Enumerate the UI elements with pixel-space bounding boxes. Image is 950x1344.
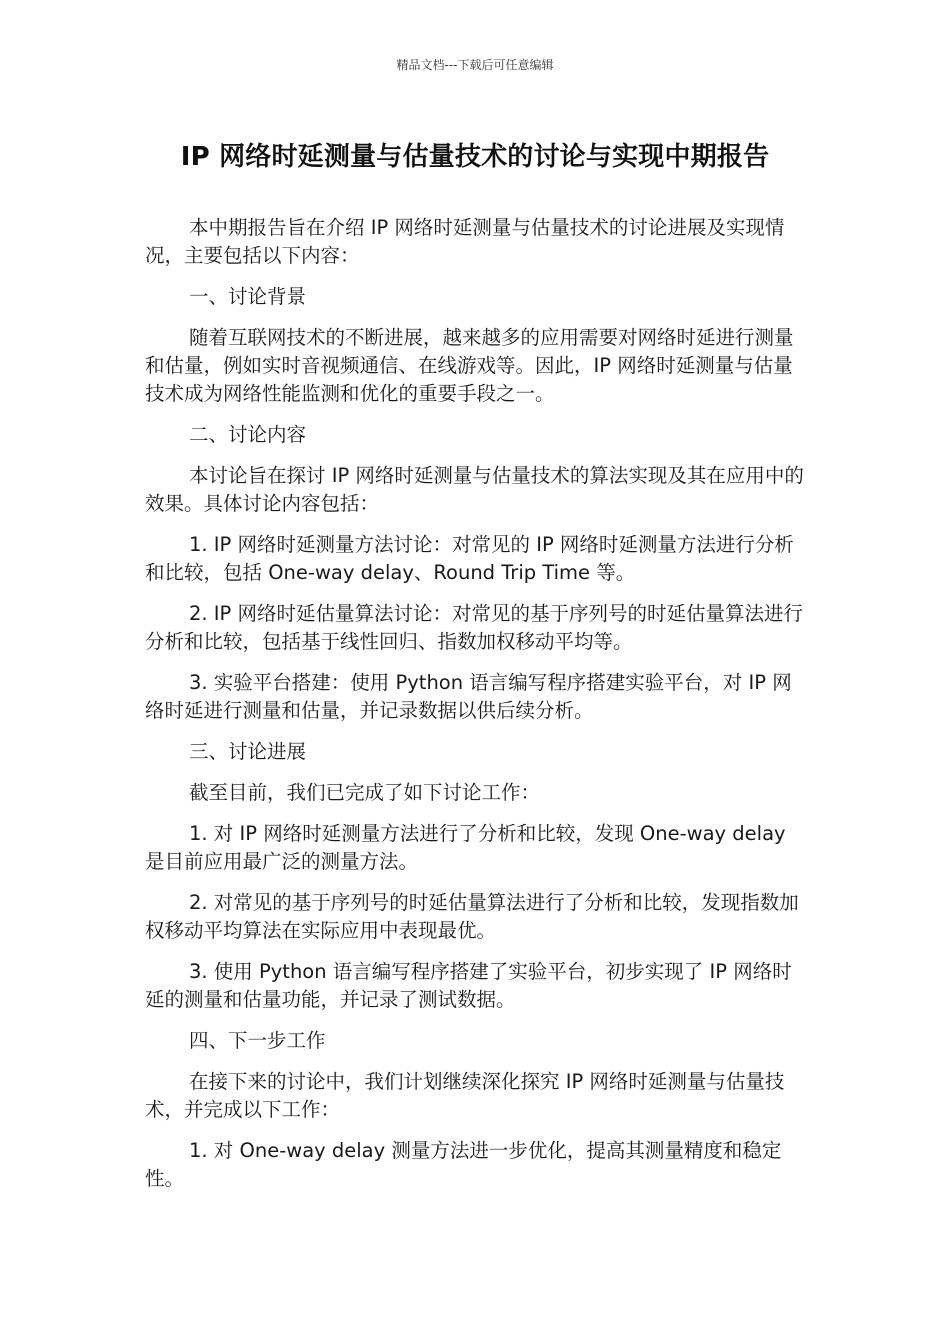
- page-header: 精品文档---下载后可任意编辑: [396, 58, 554, 72]
- section-heading-progress: 三、讨论进展: [189, 740, 307, 763]
- next-steps-paragraph: 在接下来的讨论中，我们计划继续深化探究 IP 网络时延测量与估量技术，并完成以下工作：: [145, 1070, 785, 1121]
- progress-item-3: 3. 使用 Python 语言编写程序搭建了实验平台，初步实现了 IP 网络时延的测量和估量功能，并记录了测试数据。: [145, 960, 792, 1011]
- content-item-2: 2. IP 网络时延估量算法讨论：对常见的基于序列号的时延估量算法进行分析和比较，包括基于线性回归、指数加权移动平均等。: [145, 602, 804, 653]
- section-heading-content: 二、讨论内容: [189, 423, 307, 446]
- progress-paragraph: 截至目前，我们已完成了如下讨论工作：: [189, 781, 541, 804]
- progress-item-1: 1. 对 IP 网络时延测量方法进行了分析和比较，发现 One-way delay 是目前应用最广泛的测量方法。: [145, 822, 786, 873]
- progress-item-2: 2. 对常见的基于序列号的时延估量算法进行了分析和比较，发现指数加权移动平均算法在实际应用中表现最优。: [145, 891, 799, 942]
- content-item-1: 1. IP 网络时延测量方法讨论：对常见的 IP 网络时延测量方法进行分析和比较，包括 One-way delay、Round Trip Time 等。: [145, 533, 794, 584]
- section-heading-background: 一、讨论背景: [189, 285, 307, 308]
- section-heading-next-steps: 四、下一步工作: [189, 1029, 326, 1052]
- intro-paragraph: 本中期报告旨在介绍 IP 网络时延测量与估量技术的讨论进展及实现情况，主要包括以下内容：: [145, 216, 785, 267]
- content-paragraph: 本讨论旨在探讨 IP 网络时延测量与估量技术的算法实现及其在应用中的效果。具体讨论内容包括：: [145, 464, 804, 515]
- background-paragraph: 随着互联网技术的不断进展，越来越多的应用需要对网络时延进行测量和估量，例如实时音视频通信、在线游戏等。因此，IP 网络时延测量与估量技术成为网络性能监测和优化的重要手段之一。: [145, 326, 794, 405]
- document-body: [145, 214, 805, 1206]
- content-item-3: 3. 实验平台搭建：使用 Python 语言编写程序搭建实验平台，对 IP 网络时延进行测量和估量，并记录数据以供后续分析。: [145, 671, 792, 722]
- document-title: IP 网络时延测量与估量技术的讨论与实现中期报告: [180, 142, 770, 172]
- next-steps-item-1: 1. 对 One-way delay 测量方法进一步优化，提高其测量精度和稳定性。: [145, 1139, 782, 1190]
